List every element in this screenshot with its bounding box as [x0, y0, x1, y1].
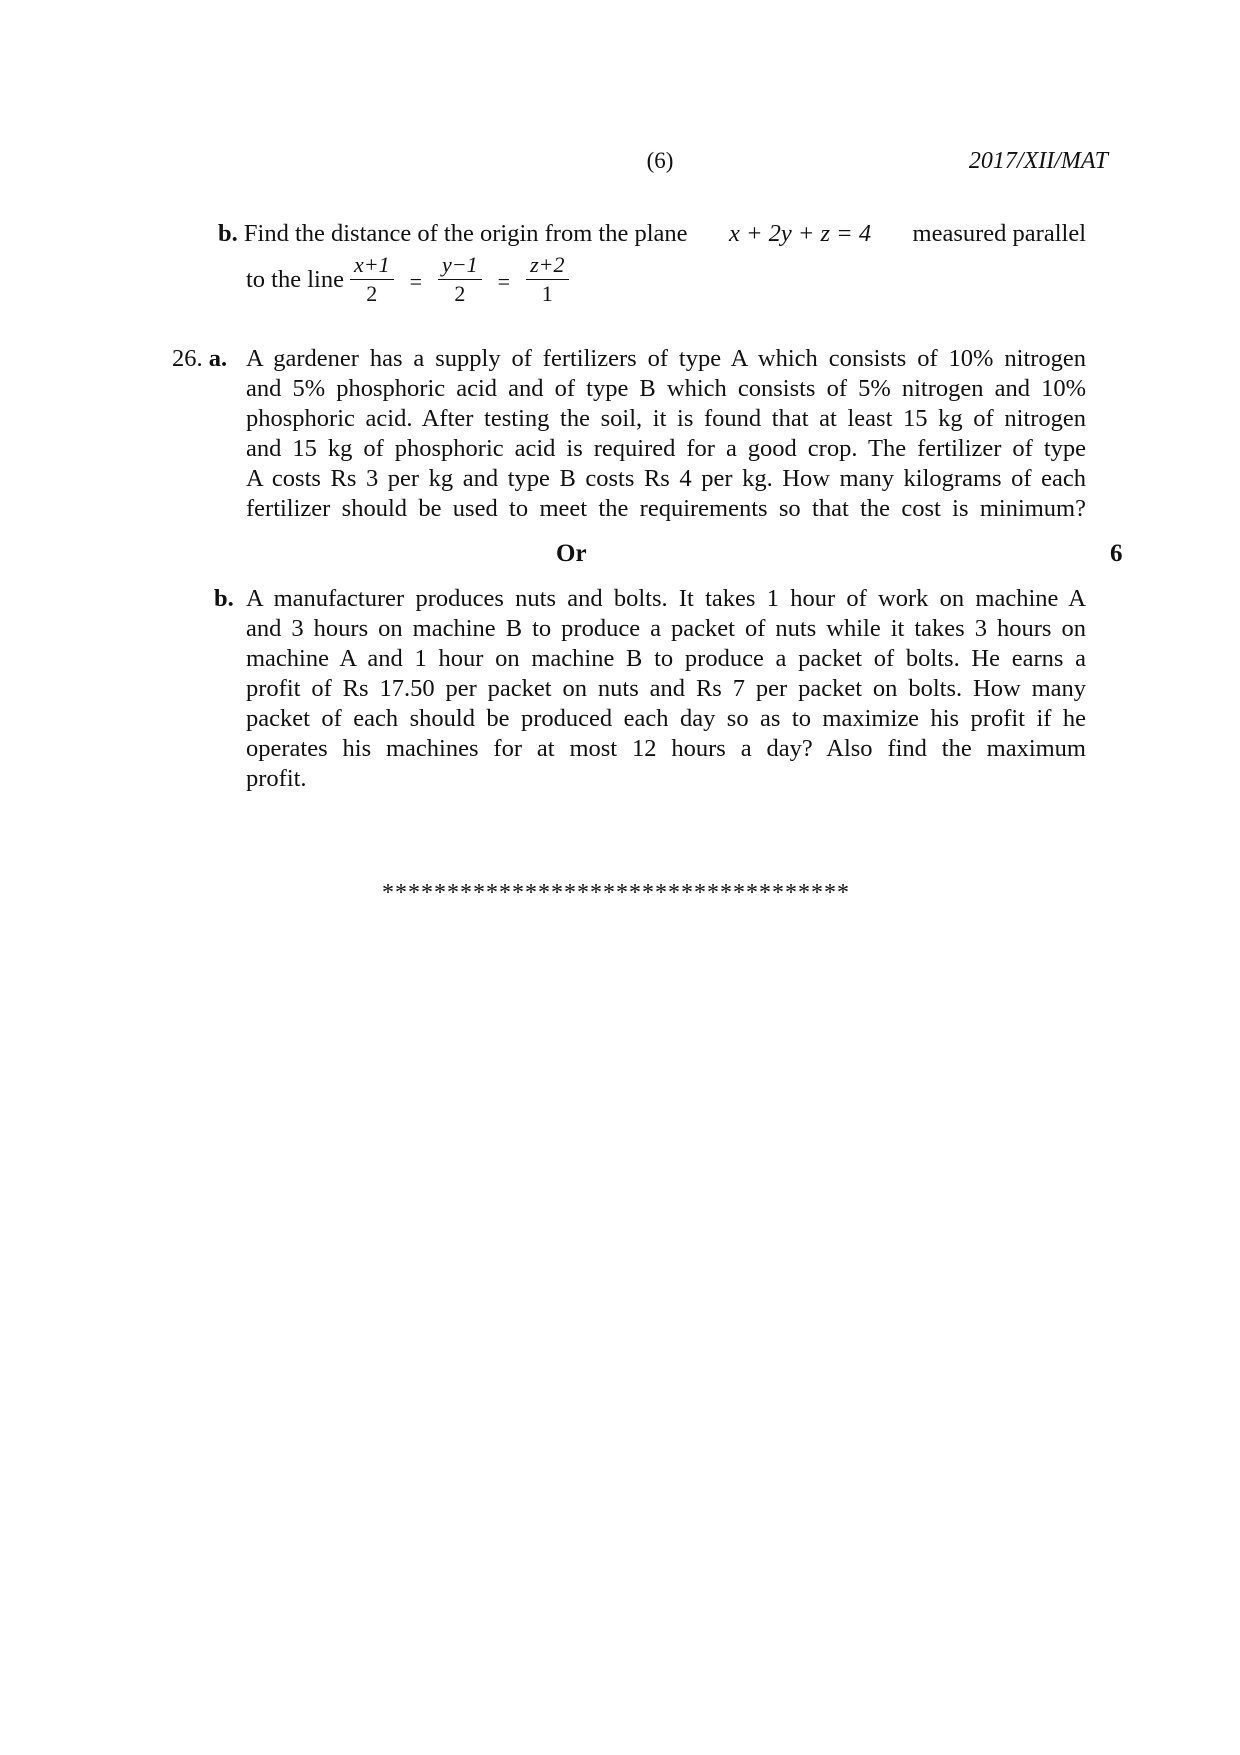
question-25b-text-end: measured parallel	[912, 220, 1086, 247]
question-26b-line: profit of Rs 17.50 per packet on nuts and Rs 7 per packet on bolts. How many	[246, 675, 1086, 702]
question-26a-line: A costs Rs 3 per kg and type B costs Rs 4 per kg. How many kilograms of each	[246, 465, 1086, 492]
question-26a-line: and 15 kg of phosphoric acid is required for a good crop. The fertilizer of type	[246, 435, 1086, 462]
fraction-z-numerator: z+2	[526, 252, 568, 280]
question-marks: 6	[1110, 540, 1123, 567]
question-26a-label: a.	[208, 345, 228, 372]
page-number: (6)	[646, 148, 674, 173]
fraction-y-denominator: 2	[454, 281, 466, 306]
question-26b-line: packet of each should be produced each day so as to maximize his profit if he	[246, 705, 1086, 732]
fraction-z	[526, 252, 568, 307]
paper-code: 2017/XII/MAT	[968, 148, 1108, 174]
question-25b-label: b.	[218, 220, 238, 247]
question-26b-line: A manufacturer produces nuts and bolts. It takes 1 hour of work on machine A	[246, 585, 1086, 612]
plane-equation: x + 2y + z = 4	[728, 220, 872, 247]
question-26a-line: fertilizer should be used to meet the requirements so that the cost is minimum?	[246, 495, 1086, 522]
question-26a	[172, 344, 1086, 524]
fraction-x	[350, 252, 394, 307]
question-25b	[218, 220, 1086, 307]
question-26-number: 26.	[172, 345, 203, 372]
equals-sign: =	[497, 268, 511, 294]
question-26b-line: profit.	[246, 765, 307, 792]
or-separator: Or	[556, 540, 587, 567]
fraction-z-denominator: 1	[541, 281, 553, 306]
fraction-x-denominator: 2	[366, 281, 378, 306]
question-25b-line-1	[218, 220, 1086, 248]
question-26b	[214, 584, 1086, 794]
question-26b-body	[246, 584, 1086, 794]
equals-sign: =	[409, 268, 423, 294]
question-26a-line: and 5% phosphoric acid and of type B which consists of 5% nitrogen and 10%	[246, 375, 1086, 402]
end-of-paper-marker: ************************************	[382, 880, 850, 906]
question-26a-line: A gardener has a supply of fertilizers of type A which consists of 10% nitrogen	[246, 345, 1086, 372]
question-26a-line: phosphoric acid. After testing the soil, it is found that at least 15 kg of nitrogen	[246, 405, 1086, 432]
line-equation	[246, 252, 1086, 307]
fraction-x-numerator: x+1	[350, 252, 394, 280]
question-25b-text: Find the distance of the origin from the plane	[243, 220, 688, 247]
fraction-y	[438, 252, 482, 307]
question-26b-line: and 3 hours on machine B to produce a packet of nuts while it takes 3 hours on	[246, 615, 1086, 642]
line-prefix: to the line	[246, 265, 344, 293]
question-26a-body	[246, 344, 1086, 524]
question-26b-label: b.	[214, 585, 234, 612]
question-26b-line: machine A and 1 hour on machine B to produce a packet of bolts. He earns a	[246, 645, 1086, 672]
fraction-y-numerator: y−1	[438, 252, 482, 280]
question-26b-line: operates his machines for at most 12 hours a day? Also find the maximum	[246, 735, 1086, 762]
